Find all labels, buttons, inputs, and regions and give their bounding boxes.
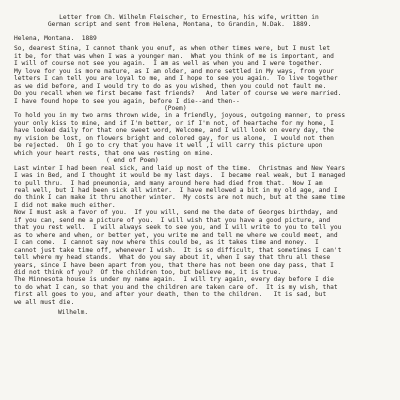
- text-line: as to where and when, or better yet, you write me and tell me where we could meet, and: [14, 231, 338, 239]
- place-date: Helena, Montana. 1889: [14, 34, 97, 42]
- text-line: Do you recall when we first became fast friends? And later of course we were married.: [14, 90, 342, 98]
- text-line: to pull thru. I had pneumonia, and many around here had died from that. Now I am: [14, 179, 323, 187]
- text-line: letters I can tell you are loyal to me, and I hope to see you again. To live together: [14, 75, 338, 83]
- letter-header: [14, 14, 390, 29]
- header-line: German script and sent from Helena, Montana, to Grandin, N.Dak. 1889.: [14, 21, 312, 29]
- text-line: to do what I can, so that you and the children are taken care of. It is my wish, that: [14, 283, 338, 291]
- text-line: real well, but I had been sick all winter. I have mellowed a bit in my old age, and I: [14, 186, 338, 194]
- text-line: cannot just take time off, whenever I wish. It is so difficult, that sometimes I can't: [14, 246, 342, 254]
- text-line: The Minnesota house is under my name again. I will try again, every day before I die: [14, 276, 334, 284]
- text-line: Now I must ask a favor of you. If you will, send me the date of Georges birthday, and: [14, 209, 338, 217]
- text-line: I have found hope to see you again, before I die--and then--: [14, 97, 240, 105]
- poem-end-label: ( end of Poem): [106, 157, 159, 165]
- poem: [14, 112, 390, 157]
- text-line: if you can, send me a picture of you. I will wish that you have a good picture, and: [14, 216, 331, 224]
- paragraph-1: [14, 45, 390, 105]
- text-line: that you rest well. I will always seek to see you, and I will write to you to tell you: [14, 224, 342, 232]
- signature: Wilhelm.: [58, 309, 89, 317]
- poem-line: which your heart rests, that one was resting on mine.: [14, 149, 214, 157]
- text-line: as we did before, and I would try to do as you wished, then you could not fault me.: [14, 82, 327, 90]
- text-line: years, since I have been apart from you, that there has not been one day pass, that I: [14, 261, 334, 269]
- text-line: did not think of you? Of the children too, but believe me, it is true.: [14, 268, 282, 276]
- poem-line: be rejected. Oh I go to cry that you have it well ,I will carry this picture upon: [14, 142, 323, 150]
- text-line: My love for you is more mature, as I am older, and more settled in My ways, from your: [14, 67, 334, 75]
- text-line: I can come. I cannot say now where this could be, as it takes time and money. I: [14, 239, 319, 247]
- poem-line: your only kiss to mine, and if I'm better, or if I'm not, of heartache for my home, I: [14, 119, 334, 127]
- text-line: it be, for that was when I was a younger man. What you think of me is important, and: [14, 52, 334, 60]
- text-line: tell where my head stands. What do you say about it, when I say that thru all these: [14, 254, 331, 262]
- poem-line: my vision be lost, on flowers bright and colored gay, for us alone, I would not then: [14, 134, 334, 142]
- text-line: we all must die.: [14, 298, 75, 306]
- text-line: So, dearest Stina, I cannot thank you enuf, as when other times were, but I must let: [14, 45, 331, 53]
- text-line: Last winter I had been real sick, and laid up most of the time. Christmas and New Years: [14, 164, 346, 172]
- text-line: do think I can make it thru another winter. My costs are not much, but at the same time: [14, 194, 346, 202]
- poem-label: (Poem): [164, 104, 187, 112]
- text-line: I was in Bed, and I thought it would be my last days. I became real weak, but I managed: [14, 172, 346, 180]
- poem-line: have looked daily for that one sweet word, Welcome, and I will look on every day, the: [14, 127, 334, 135]
- text-line: first all goes to you, and after your death, then to the children. It is sad, but: [14, 291, 327, 299]
- text-line: I will of course not see you again. I am as well as when you and I were together.: [14, 60, 323, 68]
- poem-line: To hold you in my two arms thrown wide, in a friendly, joyous, outgoing manner, to press: [14, 112, 346, 120]
- text-line: I did not make much either.: [14, 201, 116, 209]
- header-line: Letter from Ch. Wilhelm Fleischer, to Ernestina, his wife, written in: [14, 14, 319, 21]
- paragraph-2: [14, 165, 390, 307]
